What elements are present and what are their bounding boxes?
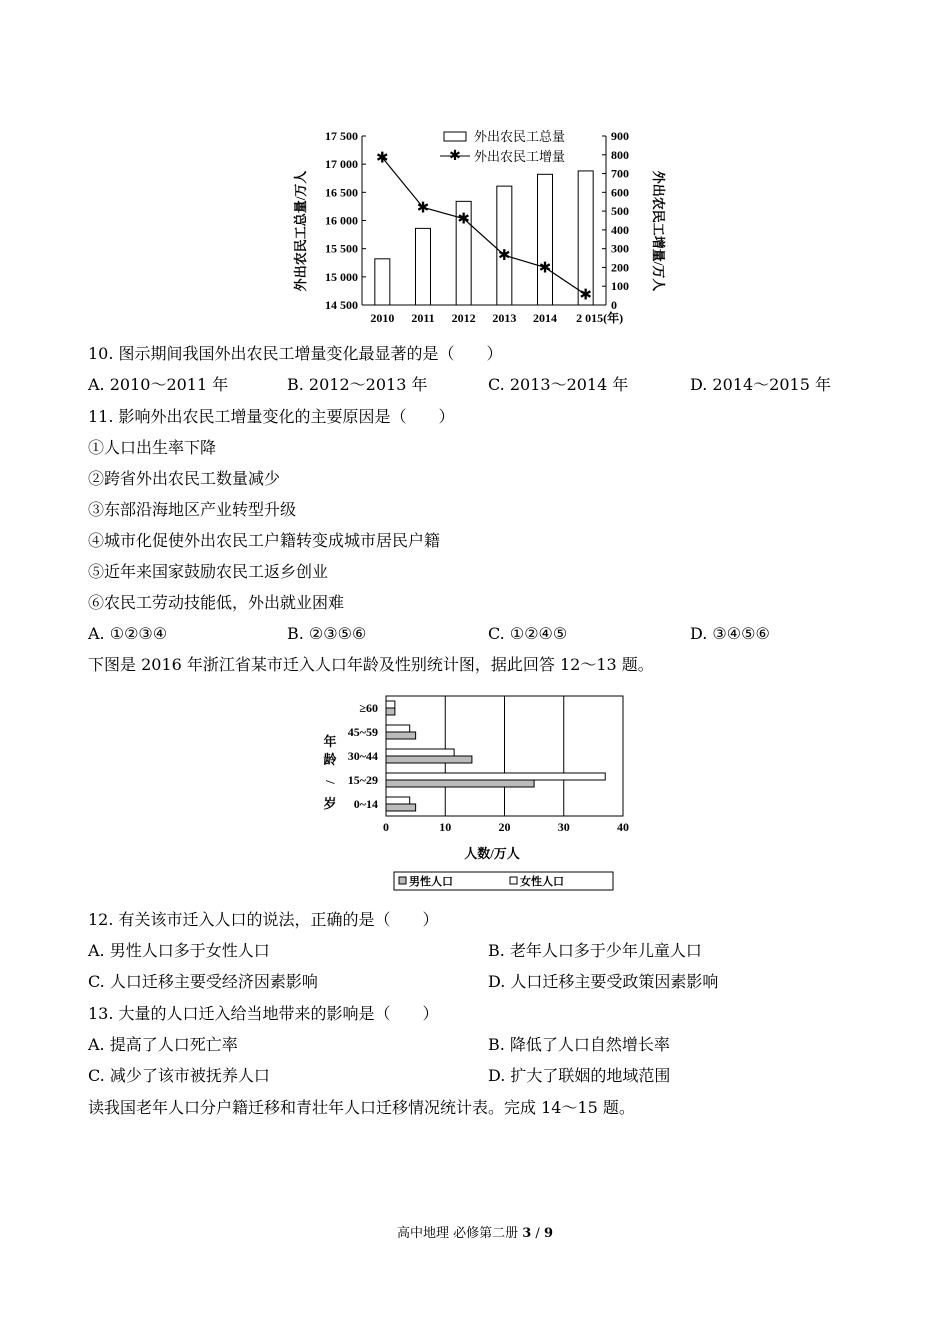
legend-star-marker: ✱ (449, 149, 461, 164)
chart1-left-tick-label: 16 000 (325, 213, 358, 228)
chart1-bar (497, 186, 512, 305)
chart1-right-tick-label: 600 (611, 185, 629, 200)
age-sex-chart (310, 690, 630, 895)
chart1-x-tick-label: 2013 (492, 311, 517, 325)
chart1-right-tick-label: 500 (611, 204, 629, 219)
chart1-bar (538, 174, 553, 305)
chart2-y-tick-label: 30~44 (347, 749, 378, 763)
q11-option-b[interactable]: B. ②③⑤⑥ (287, 624, 367, 643)
intro-q12-13: 下图是 2016 年浙江省某市迁入人口年龄及性别统计图，据此回答 12～13 题。 (88, 655, 654, 674)
chart1-right-axis-title: 外出农民工增量/万人 (651, 170, 666, 292)
q11-item-4: ④城市化促使外出农民工户籍转变成城市居民户籍 (88, 531, 441, 550)
q12-option-d[interactable]: D. 人口迁移主要受政策因素影响 (488, 972, 719, 991)
chart2-x-tick-label: 40 (617, 820, 629, 834)
legend-female-label: 女性人口 (520, 876, 564, 888)
chart1-right-tick-label: 400 (611, 222, 629, 237)
chart1-bars (375, 171, 593, 305)
chart2-bar-female (386, 725, 410, 732)
chart2-legend (394, 872, 613, 890)
chart2-bar-female (386, 701, 395, 708)
q12-option-c[interactable]: C. 人口迁移主要受经济因素影响 (88, 972, 318, 991)
q13-option-b[interactable]: B. 降低了人口自然增长率 (488, 1035, 670, 1054)
chart2-y-axis-title-char: 年 (323, 734, 337, 749)
chart1-increase-point: ✱ (579, 287, 592, 304)
chart2-y-tick-label: 15~29 (347, 773, 378, 787)
q11-option-c[interactable]: C. ①②④⑤ (488, 624, 568, 643)
chart1-increase-point: ✱ (416, 200, 430, 217)
chart1-increase-point: ✱ (498, 248, 511, 265)
footer-page: 3 (522, 1226, 532, 1241)
chart1-right-tick-label: 0 (611, 298, 617, 312)
q12-option-b[interactable]: B. 老年人口多于少年儿童人口 (488, 941, 702, 960)
q10-option-a[interactable]: A. 2010～2011 年 (88, 375, 229, 394)
chart2-bar-female (386, 749, 454, 756)
chart1-bar (578, 171, 593, 305)
chart1-x-tick-label: 2010 (370, 311, 395, 325)
q11-item-3: ③东部沿海地区产业转型升级 (88, 500, 297, 519)
page-footer (0, 1226, 950, 1242)
chart2-x-axis-title: 人数/万人 (464, 846, 520, 861)
chart1-left-tick-label: 14 500 (325, 298, 358, 312)
chart1-left-tick-label: 15 000 (325, 269, 358, 284)
chart2-y-axis-title (323, 734, 338, 811)
q10-option-c[interactable]: C. 2013～2014 年 (488, 375, 629, 394)
chart1-line (376, 151, 592, 304)
chart1-increase-line (382, 158, 585, 295)
chart2-y-axis-title-char: / (323, 780, 338, 784)
chart1-x-tick-label: 2014 (533, 311, 557, 325)
chart2-bar-male (386, 708, 395, 715)
chart2-x-tick-label: 0 (383, 820, 389, 834)
q11-item-2: ②跨省外出农民工数量减少 (88, 469, 281, 488)
chart1-left-tick-label: 17 000 (325, 157, 358, 172)
q10-stem: 10. 图示期间我国外出农民工增量变化最显著的是（ ） (88, 344, 503, 363)
q11-item-5: ⑤近年来国家鼓励农民工返乡创业 (88, 562, 329, 581)
chart2-y-tick-label: ≥60 (359, 701, 378, 715)
q12-stem: 12. 有关该市迁入人口的说法，正确的是（ ） (88, 910, 439, 929)
legend-increase-label: 外出农民工增量 (474, 149, 566, 164)
chart1-bar (416, 228, 431, 305)
chart2-bar-female (386, 797, 410, 804)
chart1-left-tick-label: 16 500 (325, 185, 358, 200)
footer-sep: / (531, 1226, 544, 1241)
chart1-left-tick-label: 17 500 (325, 129, 358, 143)
chart1-increase-point: ✱ (457, 211, 470, 228)
legend-female-swatch (510, 877, 517, 884)
chart2-bar-male (386, 756, 472, 763)
chart1-right-tick-label: 200 (611, 260, 629, 275)
chart1-left-axis-title: 外出农民工总量/万人 (293, 170, 308, 292)
q10-option-d[interactable]: D. 2014～2015 年 (690, 375, 831, 394)
chart2-x-tick-label: 10 (439, 820, 452, 834)
chart1-right-tick-label: 800 (611, 147, 629, 162)
q11-option-d[interactable]: D. ③④⑤⑥ (690, 624, 770, 643)
q11-stem: 11. 影响外出农民工增量变化的主要原因是（ ） (88, 407, 455, 426)
intro-q14-15: 读我国老年人口分户籍迁移和青壮年人口迁移情况统计表。完成 14～15 题。 (88, 1098, 635, 1117)
chart1-right-tick-label: 900 (611, 129, 629, 143)
chart1-right-tick-label: 300 (611, 241, 629, 256)
legend-male-label: 男性人口 (409, 876, 453, 888)
chart1-increase-point: ✱ (538, 260, 552, 277)
chart1-right-tick-label: 700 (611, 166, 629, 181)
chart2-bar-male (386, 732, 416, 739)
chart1-x-tick-label: 2011 (411, 311, 435, 325)
q11-item-1: ①人口出生率下降 (88, 438, 217, 457)
q11-option-a[interactable]: A. ①②③④ (88, 624, 168, 643)
chart1-x-tick-label: 2 015(年) (576, 311, 624, 325)
chart2-x-tick-label: 30 (557, 820, 570, 834)
chart2-y-axis-title-char: 龄 (323, 752, 337, 767)
q13-option-a[interactable]: A. 提高了人口死亡率 (88, 1035, 238, 1054)
chart2-y-tick-label: 45~59 (347, 725, 378, 739)
chart2-x-tick-label: 20 (498, 820, 511, 834)
chart1-increase-point: ✱ (376, 150, 389, 167)
q13-stem: 13. 大量的人口迁入给当地带来的影响是（ ） (88, 1004, 439, 1023)
chart2-bar-male (386, 804, 416, 811)
chart1-bar (375, 259, 390, 305)
q12-option-a[interactable]: A. 男性人口多于女性人口 (88, 941, 270, 960)
footer-title: 高中地理 必修第二册 (396, 1226, 523, 1241)
footer-total: 9 (543, 1226, 553, 1241)
chart1-x-tick-label: 2012 (451, 311, 476, 325)
q13-option-d[interactable]: D. 扩大了联姻的地域范围 (488, 1066, 671, 1085)
chart1-right-tick-label: 100 (611, 279, 629, 294)
q10-option-b[interactable]: B. 2012～2013 年 (287, 375, 428, 394)
chart2-y-axis-title-char: 岁 (323, 796, 337, 811)
legend-male-swatch (399, 877, 406, 884)
migrant-workers-chart (288, 122, 668, 332)
chart1-legend (440, 129, 565, 164)
legend-bar-swatch (444, 132, 466, 141)
chart2-bar-female (386, 773, 605, 780)
legend-total-label: 外出农民工总量 (474, 129, 566, 144)
q13-option-c[interactable]: C. 减少了该市被抚养人口 (88, 1066, 270, 1085)
chart2-y-tick-label: 0~14 (353, 797, 378, 811)
chart1-left-tick-label: 15 500 (325, 241, 358, 256)
q11-item-6: ⑥农民工劳动技能低，外出就业困难 (88, 593, 345, 612)
chart2-bar-male (386, 780, 534, 787)
